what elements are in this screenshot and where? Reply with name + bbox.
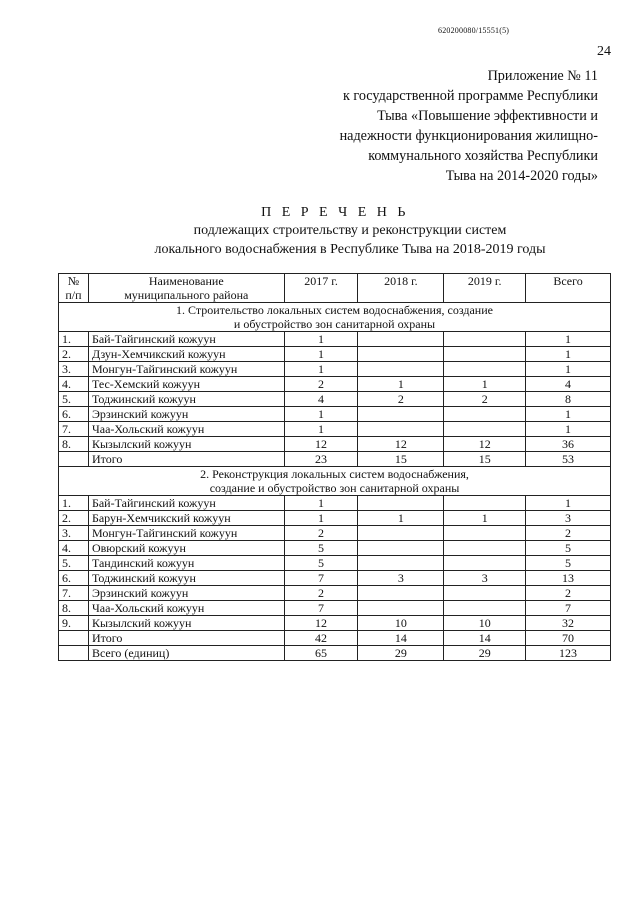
table-row: 6. Эрзинский кожуун 1 1 (59, 407, 611, 422)
header-2019: 2019 г. (444, 274, 526, 303)
subtotal-row: Итого 23 15 15 53 (59, 452, 611, 467)
table-row: 2. Дзун-Хемчикский кожуун 1 1 (59, 347, 611, 362)
title-line: подлежащих строительству и реконструкции систем (193, 223, 507, 238)
water-supply-table (58, 273, 611, 661)
title-main: П Е Р Е Ч Е Н Ь (261, 205, 409, 220)
header-no: № п/п (59, 274, 89, 303)
table-row: 1. Бай-Тайгинский кожуун 1 1 (59, 496, 611, 511)
header-2018: 2018 г. (358, 274, 444, 303)
subtotal-row: Итого 42 14 14 70 (59, 631, 611, 646)
table-row: 1. Бай-Тайгинский кожуун 1 1 (59, 332, 611, 347)
table-row: 3. Монгун-Тайгинский кожуун 2 2 (59, 526, 611, 541)
appendix-line: надежности функционирования жилищно- (339, 128, 598, 144)
section-title-row (59, 303, 611, 332)
header-2017: 2017 г. (284, 274, 358, 303)
appendix-line: Тыва на 2014-2020 годы» (445, 168, 598, 184)
table-row: 5. Тандинский кожуун 5 5 (59, 556, 611, 571)
header-name: Наименование муниципального района (88, 274, 284, 303)
table-header-row (59, 274, 611, 303)
document-title (0, 205, 640, 259)
header-total: Всего (526, 274, 611, 303)
table-row: 2. Барун-Хемчикский кожуун 1 1 1 3 (59, 511, 611, 526)
section-1-title: 1. Строительство локальных систем водоснабжения, создание и обустройство зон санитарной охраны (59, 303, 611, 332)
table-row: 3. Монгун-Тайгинский кожуун 1 1 (59, 362, 611, 377)
appendix-header (300, 66, 598, 186)
page-number: 24 (597, 44, 611, 59)
table-row: 4. Тес-Хемский кожуун 2 1 1 4 (59, 377, 611, 392)
table-row: 8. Чаа-Хольский кожуун 7 7 (59, 601, 611, 616)
table-row: 4. Овюрский кожуун 5 5 (59, 541, 611, 556)
document-id: 620200080/15551(5) (438, 26, 510, 35)
table-row: 7. Чаа-Хольский кожуун 1 1 (59, 422, 611, 437)
section-2-title: 2. Реконструкция локальных систем водоснабжения, создание и обустройство зон санитарной охраны (59, 467, 611, 496)
table-row: 5. Тоджинский кожуун 4 2 2 8 (59, 392, 611, 407)
appendix-line: к государственной программе Республики (342, 88, 598, 104)
table-row: 8. Кызылский кожуун 12 12 12 36 (59, 437, 611, 452)
table-row: 6. Тоджинский кожуун 7 3 3 13 (59, 571, 611, 586)
appendix-line: Тыва «Повышение эффективности и (377, 108, 598, 124)
appendix-line: Приложение № 11 (487, 68, 598, 84)
title-line: локального водоснабжения в Республике Тыва на 2018-2019 годы (154, 242, 546, 257)
appendix-line: коммунального хозяйства Республики (368, 148, 598, 164)
table-row: 7. Эрзинский кожуун 2 2 (59, 586, 611, 601)
section-title-row (59, 467, 611, 496)
grand-total-row: Всего (единиц) 65 29 29 123 (59, 646, 611, 661)
table-row: 9. Кызылский кожуун 12 10 10 32 (59, 616, 611, 631)
